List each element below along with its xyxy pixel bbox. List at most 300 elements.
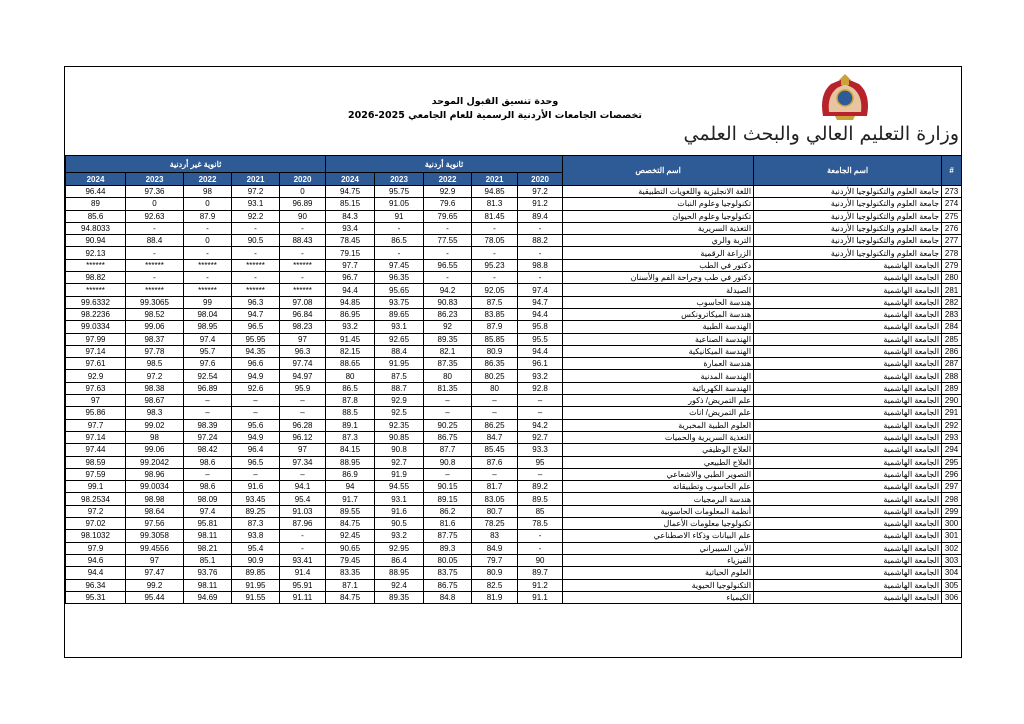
major-cell: علم الحاسوب وتطبيقاته bbox=[563, 481, 754, 493]
score-cell: 84.75 bbox=[326, 591, 375, 603]
index-cell: 286 bbox=[942, 345, 962, 357]
score-cell: 95.75 bbox=[375, 186, 424, 198]
year-header: 2020 bbox=[280, 173, 326, 186]
university-cell: الجامعة الهاشمية bbox=[754, 272, 942, 284]
university-cell: الجامعة الهاشمية bbox=[754, 518, 942, 530]
index-cell: 301 bbox=[942, 530, 962, 542]
score-cell: 90.5 bbox=[375, 518, 424, 530]
table-row bbox=[66, 308, 962, 320]
index-cell: 296 bbox=[942, 468, 962, 480]
score-cell: 90.15 bbox=[424, 481, 472, 493]
year-header: 2023 bbox=[126, 173, 184, 186]
score-cell: 92.9 bbox=[424, 186, 472, 198]
score-cell: 97.08 bbox=[280, 296, 326, 308]
jordan-emblem-icon bbox=[815, 72, 875, 122]
score-cell: 97.74 bbox=[280, 358, 326, 370]
university-cell: الجامعة الهاشمية bbox=[754, 431, 942, 443]
score-cell: 93.1 bbox=[232, 198, 280, 210]
score-cell: 98.64 bbox=[126, 505, 184, 517]
major-cell: الهندسة الكهربائية bbox=[563, 382, 754, 394]
score-cell: 91.95 bbox=[232, 579, 280, 591]
score-cell: 98.21 bbox=[184, 542, 232, 554]
score-cell: 97 bbox=[280, 333, 326, 345]
score-cell: 92.9 bbox=[375, 395, 424, 407]
unit-title: وحدة تنسيق القبول الموحد bbox=[431, 96, 559, 107]
major-cell: العلوم الحياتية bbox=[563, 567, 754, 579]
university-cell: جامعة العلوم والتكنولوجيا الأردنية bbox=[754, 198, 942, 210]
score-cell: 88.4 bbox=[126, 235, 184, 247]
score-cell: 77.55 bbox=[424, 235, 472, 247]
university-cell: الجامعة الهاشمية bbox=[754, 345, 942, 357]
score-cell: - bbox=[472, 272, 518, 284]
score-cell: 95.9 bbox=[280, 382, 326, 394]
score-cell: 93.2 bbox=[375, 530, 424, 542]
score-cell: 90.83 bbox=[424, 296, 472, 308]
score-cell: 96.3 bbox=[232, 296, 280, 308]
score-cell: 97.63 bbox=[66, 382, 126, 394]
university-cell: الجامعة الهاشمية bbox=[754, 419, 942, 431]
table-row bbox=[66, 259, 962, 271]
index-cell: 278 bbox=[942, 247, 962, 259]
score-cell: – bbox=[232, 395, 280, 407]
score-cell: 94.1 bbox=[280, 481, 326, 493]
score-cell: 86.5 bbox=[326, 382, 375, 394]
score-cell: - bbox=[424, 247, 472, 259]
score-cell: 89.7 bbox=[518, 567, 563, 579]
score-cell: 96.12 bbox=[280, 431, 326, 443]
score-cell: 92.63 bbox=[126, 210, 184, 222]
score-cell: 93.4 bbox=[326, 222, 375, 234]
score-cell: 87.9 bbox=[184, 210, 232, 222]
table-row bbox=[66, 456, 962, 468]
index-cell: 277 bbox=[942, 235, 962, 247]
major-cell: التكنولوجيا الحيوية bbox=[563, 579, 754, 591]
year-header: 2022 bbox=[184, 173, 232, 186]
score-cell: 93.3 bbox=[518, 444, 563, 456]
major-cell: أنظمة المعلومات الحاسوبية bbox=[563, 505, 754, 517]
score-cell: 97.4 bbox=[184, 333, 232, 345]
score-cell: 92.35 bbox=[375, 419, 424, 431]
score-cell: - bbox=[232, 272, 280, 284]
score-cell: 98.67 bbox=[126, 395, 184, 407]
year-header: 2022 bbox=[424, 173, 472, 186]
score-cell: 87.75 bbox=[424, 530, 472, 542]
score-cell: 90 bbox=[280, 210, 326, 222]
score-cell: 84.8 bbox=[424, 591, 472, 603]
score-cell: 97.7 bbox=[326, 259, 375, 271]
table-row bbox=[66, 345, 962, 357]
score-cell: 82.1 bbox=[424, 345, 472, 357]
score-cell: 96.7 bbox=[326, 272, 375, 284]
university-cell: الجامعة الهاشمية bbox=[754, 259, 942, 271]
score-cell: 0 bbox=[184, 235, 232, 247]
score-cell: ****** bbox=[232, 259, 280, 271]
score-cell: 98.11 bbox=[184, 579, 232, 591]
score-cell: 97.45 bbox=[375, 259, 424, 271]
score-cell: 99.06 bbox=[126, 444, 184, 456]
university-cell: الجامعة الهاشمية bbox=[754, 456, 942, 468]
score-cell: 81.7 bbox=[472, 481, 518, 493]
score-cell: 82.15 bbox=[326, 345, 375, 357]
score-cell: ****** bbox=[280, 284, 326, 296]
score-cell: 87.35 bbox=[424, 358, 472, 370]
score-cell: 98.2534 bbox=[66, 493, 126, 505]
score-cell: 93.2 bbox=[326, 321, 375, 333]
score-cell: 91.6 bbox=[375, 505, 424, 517]
score-cell: 84.3 bbox=[326, 210, 375, 222]
score-cell: - bbox=[184, 247, 232, 259]
score-cell: 85.15 bbox=[326, 198, 375, 210]
score-cell: 85 bbox=[518, 505, 563, 517]
score-cell: ****** bbox=[232, 284, 280, 296]
score-cell: 83 bbox=[472, 530, 518, 542]
score-cell: 82.5 bbox=[472, 579, 518, 591]
score-cell: 98.39 bbox=[184, 419, 232, 431]
score-cell: 88.95 bbox=[326, 456, 375, 468]
score-cell: 96.89 bbox=[184, 382, 232, 394]
score-cell: 98.6 bbox=[184, 481, 232, 493]
score-cell: 94.4 bbox=[518, 308, 563, 320]
score-cell: 97.14 bbox=[66, 345, 126, 357]
score-cell: 93.1 bbox=[375, 321, 424, 333]
score-cell: 99.0334 bbox=[66, 321, 126, 333]
score-cell: - bbox=[424, 272, 472, 284]
score-cell: 98.37 bbox=[126, 333, 184, 345]
score-cell: - bbox=[184, 222, 232, 234]
major-cell: دكتور في الطب bbox=[563, 259, 754, 271]
score-cell: 97.2 bbox=[518, 186, 563, 198]
score-cell: - bbox=[280, 272, 326, 284]
score-cell: 90.8 bbox=[375, 444, 424, 456]
score-cell: 97.2 bbox=[232, 186, 280, 198]
year-header: 2024 bbox=[66, 173, 126, 186]
score-cell: 90.65 bbox=[326, 542, 375, 554]
score-cell: 87.6 bbox=[472, 456, 518, 468]
score-cell: 98.04 bbox=[184, 308, 232, 320]
score-cell: 98.5 bbox=[126, 358, 184, 370]
index-cell: 300 bbox=[942, 518, 962, 530]
score-cell: - bbox=[518, 542, 563, 554]
score-cell: 89.65 bbox=[375, 308, 424, 320]
score-cell: 97.4 bbox=[184, 505, 232, 517]
score-cell: - bbox=[184, 272, 232, 284]
score-cell: 97.14 bbox=[66, 431, 126, 443]
score-cell: 97.59 bbox=[66, 468, 126, 480]
score-cell: 92.8 bbox=[518, 382, 563, 394]
university-cell: الجامعة الهاشمية bbox=[754, 481, 942, 493]
score-cell: 94.8033 bbox=[66, 222, 126, 234]
score-cell: 98.3 bbox=[126, 407, 184, 419]
score-cell: 94.2 bbox=[424, 284, 472, 296]
score-cell: 85.85 bbox=[472, 333, 518, 345]
score-cell: 80.25 bbox=[472, 370, 518, 382]
index-cell: 291 bbox=[942, 407, 962, 419]
table-row bbox=[66, 186, 962, 198]
table-row bbox=[66, 505, 962, 517]
index-cell: 290 bbox=[942, 395, 962, 407]
score-cell: ****** bbox=[66, 284, 126, 296]
score-cell: 96.5 bbox=[232, 321, 280, 333]
score-cell: 86.75 bbox=[424, 431, 472, 443]
score-cell: 94.4 bbox=[326, 284, 375, 296]
score-cell: 81.6 bbox=[424, 518, 472, 530]
score-cell: - bbox=[280, 247, 326, 259]
score-cell: 89.35 bbox=[375, 591, 424, 603]
university-cell: الجامعة الهاشمية bbox=[754, 333, 942, 345]
score-cell: 96.3 bbox=[280, 345, 326, 357]
score-cell: 97.47 bbox=[126, 567, 184, 579]
score-cell: 95.5 bbox=[518, 333, 563, 345]
score-cell: 98.38 bbox=[126, 382, 184, 394]
score-cell: 92.05 bbox=[472, 284, 518, 296]
score-cell: 79.6 bbox=[424, 198, 472, 210]
table-row bbox=[66, 210, 962, 222]
score-cell: 88.2 bbox=[518, 235, 563, 247]
score-cell: 99.02 bbox=[126, 419, 184, 431]
score-cell: 85.1 bbox=[184, 554, 232, 566]
index-cell: 281 bbox=[942, 284, 962, 296]
score-cell: - bbox=[232, 222, 280, 234]
score-cell: 94.4 bbox=[66, 567, 126, 579]
score-cell: 89.4 bbox=[518, 210, 563, 222]
score-cell: – bbox=[518, 468, 563, 480]
university-cell: الجامعة الهاشمية bbox=[754, 542, 942, 554]
major-cell: تكنولوجيا وعلوم الحيوان bbox=[563, 210, 754, 222]
score-cell: 92.45 bbox=[326, 530, 375, 542]
score-cell: – bbox=[424, 407, 472, 419]
score-cell: 98.2236 bbox=[66, 308, 126, 320]
score-cell: 97.78 bbox=[126, 345, 184, 357]
score-cell: 88.5 bbox=[326, 407, 375, 419]
score-cell: 99.3058 bbox=[126, 530, 184, 542]
major-cell: دكتور في طب وجراحة الفم والأسنان bbox=[563, 272, 754, 284]
score-cell: 88.7 bbox=[375, 382, 424, 394]
score-cell: 97.56 bbox=[126, 518, 184, 530]
score-cell: 89.5 bbox=[518, 493, 563, 505]
table-row bbox=[66, 493, 962, 505]
score-cell: 86.23 bbox=[424, 308, 472, 320]
group-header-jordanian: ثانوية أردنية bbox=[326, 156, 563, 173]
score-cell: 98.96 bbox=[126, 468, 184, 480]
university-cell: جامعة العلوم والتكنولوجيا الأردنية bbox=[754, 210, 942, 222]
score-cell: 96.84 bbox=[280, 308, 326, 320]
major-cell: هندسة الحاسوب bbox=[563, 296, 754, 308]
table-row bbox=[66, 395, 962, 407]
score-cell: 94.9 bbox=[232, 431, 280, 443]
score-cell: 88.4 bbox=[375, 345, 424, 357]
major-cell: التصوير الطبي والاشعاعي bbox=[563, 468, 754, 480]
score-cell: 97.9 bbox=[66, 542, 126, 554]
index-cell: 288 bbox=[942, 370, 962, 382]
table-row bbox=[66, 247, 962, 259]
score-cell: 94.4 bbox=[518, 345, 563, 357]
document-header bbox=[65, 67, 961, 157]
score-cell: 89.2 bbox=[518, 481, 563, 493]
score-cell: 92.2 bbox=[232, 210, 280, 222]
score-cell: 97 bbox=[280, 444, 326, 456]
index-cell: 292 bbox=[942, 419, 962, 431]
score-cell: 87.3 bbox=[326, 431, 375, 443]
score-cell: 81.9 bbox=[472, 591, 518, 603]
score-cell: 85.45 bbox=[472, 444, 518, 456]
index-cell: 297 bbox=[942, 481, 962, 493]
table-body bbox=[66, 186, 962, 604]
score-cell: 85.6 bbox=[66, 210, 126, 222]
score-cell: 79.15 bbox=[326, 247, 375, 259]
column-header-major: اسم التخصص bbox=[563, 156, 754, 186]
score-cell: – bbox=[424, 395, 472, 407]
score-cell: 99.4556 bbox=[126, 542, 184, 554]
score-cell: 86.5 bbox=[375, 235, 424, 247]
score-cell: 98.52 bbox=[126, 308, 184, 320]
major-cell: هندسة البرمجيات bbox=[563, 493, 754, 505]
score-cell: 92.13 bbox=[66, 247, 126, 259]
score-cell: 80.9 bbox=[472, 345, 518, 357]
score-cell: 90.5 bbox=[232, 235, 280, 247]
ministry-name: وزارة التعليم العالي والبحث العلمي bbox=[683, 123, 959, 145]
table-row bbox=[66, 370, 962, 382]
score-cell: 93.76 bbox=[184, 567, 232, 579]
score-cell: - bbox=[280, 222, 326, 234]
index-cell: 280 bbox=[942, 272, 962, 284]
score-cell: 79.65 bbox=[424, 210, 472, 222]
score-cell: 94.85 bbox=[326, 296, 375, 308]
year-header: 2020 bbox=[518, 173, 563, 186]
major-cell: العلوم الطبية المخبرية bbox=[563, 419, 754, 431]
score-cell: - bbox=[518, 272, 563, 284]
table-row bbox=[66, 444, 962, 456]
university-cell: الجامعة الهاشمية bbox=[754, 296, 942, 308]
table-row bbox=[66, 481, 962, 493]
score-cell: 83.05 bbox=[472, 493, 518, 505]
major-cell: هندسة العمارة bbox=[563, 358, 754, 370]
table-row bbox=[66, 591, 962, 603]
index-cell: 303 bbox=[942, 554, 962, 566]
table-row bbox=[66, 431, 962, 443]
score-cell: 80.05 bbox=[424, 554, 472, 566]
score-cell: 83.35 bbox=[326, 567, 375, 579]
score-cell: 97.2 bbox=[126, 370, 184, 382]
score-cell: 91.2 bbox=[518, 579, 563, 591]
university-cell: الجامعة الهاشمية bbox=[754, 493, 942, 505]
major-cell: الهندسة الطبية bbox=[563, 321, 754, 333]
score-cell: 89.25 bbox=[232, 505, 280, 517]
score-cell: 97.7 bbox=[66, 419, 126, 431]
score-cell: 95.4 bbox=[280, 493, 326, 505]
score-cell: 94.35 bbox=[232, 345, 280, 357]
score-cell: 88.65 bbox=[326, 358, 375, 370]
score-cell: 97.2 bbox=[66, 505, 126, 517]
score-cell: 98.95 bbox=[184, 321, 232, 333]
score-cell: 89.35 bbox=[424, 333, 472, 345]
score-cell: 0 bbox=[280, 186, 326, 198]
score-cell: 96.28 bbox=[280, 419, 326, 431]
score-cell: 79.7 bbox=[472, 554, 518, 566]
score-cell: – bbox=[280, 395, 326, 407]
score-cell: - bbox=[472, 247, 518, 259]
score-cell: ****** bbox=[280, 259, 326, 271]
score-cell: 89.1 bbox=[326, 419, 375, 431]
score-cell: 99.0034 bbox=[126, 481, 184, 493]
index-cell: 304 bbox=[942, 567, 962, 579]
page-frame bbox=[64, 66, 962, 658]
table-row bbox=[66, 518, 962, 530]
score-cell: - bbox=[518, 247, 563, 259]
score-cell: – bbox=[280, 407, 326, 419]
score-cell: 90.85 bbox=[375, 431, 424, 443]
score-cell: 91.45 bbox=[326, 333, 375, 345]
score-cell: 97.44 bbox=[66, 444, 126, 456]
score-cell: 93.75 bbox=[375, 296, 424, 308]
score-cell: 94.85 bbox=[472, 186, 518, 198]
score-cell: 98.8 bbox=[518, 259, 563, 271]
score-cell: 81.3 bbox=[472, 198, 518, 210]
score-cell: 91.05 bbox=[375, 198, 424, 210]
score-cell: 91.95 bbox=[375, 358, 424, 370]
score-cell: 89 bbox=[66, 198, 126, 210]
score-cell: 97 bbox=[66, 395, 126, 407]
score-cell: 98.42 bbox=[184, 444, 232, 456]
score-cell: 78.25 bbox=[472, 518, 518, 530]
score-cell: 97.34 bbox=[280, 456, 326, 468]
university-cell: الجامعة الهاشمية bbox=[754, 468, 942, 480]
score-cell: 81.35 bbox=[424, 382, 472, 394]
score-cell: – bbox=[424, 468, 472, 480]
university-cell: الجامعة الهاشمية bbox=[754, 395, 942, 407]
university-cell: الجامعة الهاشمية bbox=[754, 382, 942, 394]
year-header: 2024 bbox=[326, 173, 375, 186]
score-cell: 89.15 bbox=[424, 493, 472, 505]
score-cell: 89.55 bbox=[326, 505, 375, 517]
score-cell: 91.03 bbox=[280, 505, 326, 517]
score-cell: 91.6 bbox=[232, 481, 280, 493]
score-cell: 99.2 bbox=[126, 579, 184, 591]
group-header-foreign: ثانوية غير أردنية bbox=[66, 156, 326, 173]
table-row bbox=[66, 235, 962, 247]
score-cell: 97 bbox=[126, 554, 184, 566]
table-row bbox=[66, 296, 962, 308]
major-cell: التربة والري bbox=[563, 235, 754, 247]
score-cell: 91.55 bbox=[232, 591, 280, 603]
university-cell: الجامعة الهاشمية bbox=[754, 358, 942, 370]
score-cell: 99.1 bbox=[66, 481, 126, 493]
score-cell: 78.45 bbox=[326, 235, 375, 247]
score-cell: 88.43 bbox=[280, 235, 326, 247]
score-cell: - bbox=[126, 222, 184, 234]
major-cell: الهندسة المدنية bbox=[563, 370, 754, 382]
table-row bbox=[66, 530, 962, 542]
major-cell: الأمن السيبراني bbox=[563, 542, 754, 554]
university-cell: جامعة العلوم والتكنولوجيا الأردنية bbox=[754, 186, 942, 198]
score-cell: 99.6332 bbox=[66, 296, 126, 308]
score-cell: 95 bbox=[518, 456, 563, 468]
major-cell: تكنولوجيا معلومات الأعمال bbox=[563, 518, 754, 530]
score-cell: – bbox=[232, 468, 280, 480]
score-cell: 96.5 bbox=[232, 456, 280, 468]
score-cell: 92.9 bbox=[66, 370, 126, 382]
score-cell: 0 bbox=[184, 198, 232, 210]
index-cell: 298 bbox=[942, 493, 962, 505]
table-row bbox=[66, 272, 962, 284]
table-row bbox=[66, 284, 962, 296]
university-cell: الجامعة الهاشمية bbox=[754, 407, 942, 419]
index-cell: 279 bbox=[942, 259, 962, 271]
table-row bbox=[66, 358, 962, 370]
score-cell: 94 bbox=[326, 481, 375, 493]
score-cell: 93.45 bbox=[232, 493, 280, 505]
score-cell: 92.54 bbox=[184, 370, 232, 382]
score-cell: – bbox=[184, 407, 232, 419]
